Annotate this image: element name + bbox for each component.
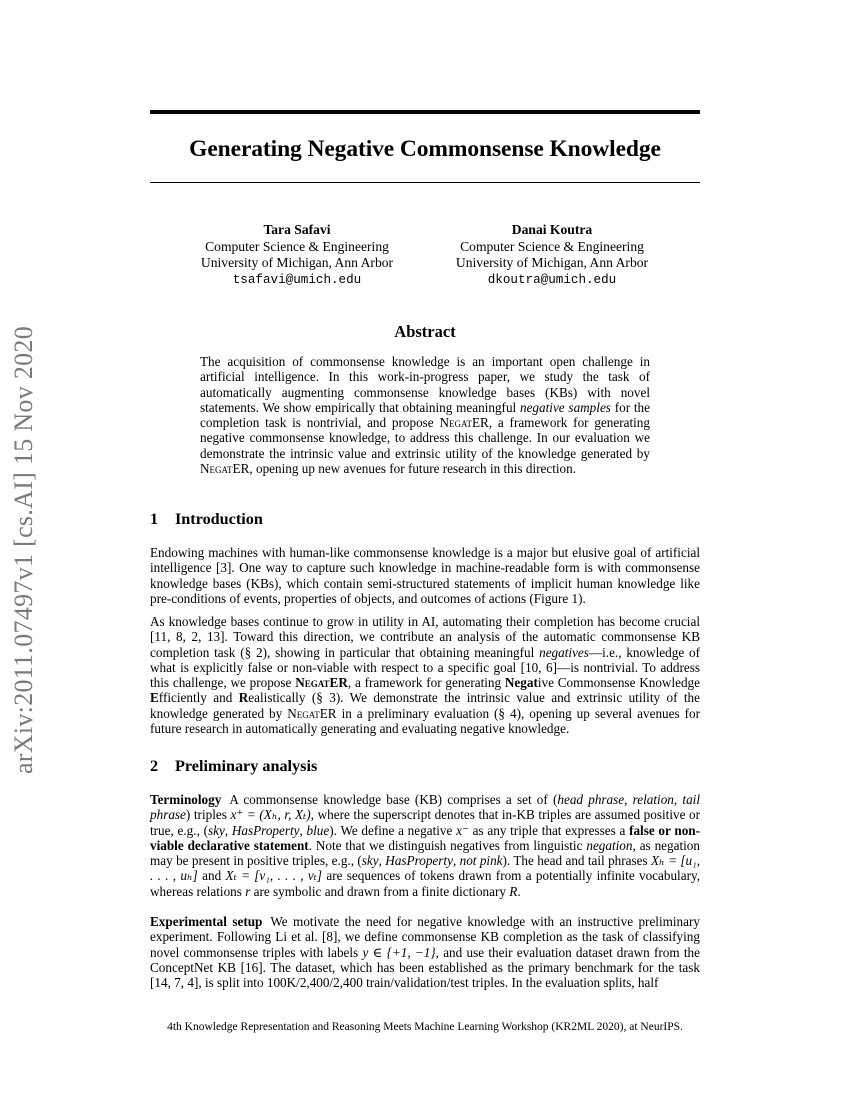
arxiv-id: arXiv:2011.07497v1 [cs.AI] 15 Nov 2020 [9,325,38,775]
paper-title: Generating Negative Commonsense Knowledge [189,136,661,162]
section-title: Preliminary analysis [175,757,318,775]
title-top-rule [150,110,700,114]
section-title: Introduction [175,510,263,528]
author-email[interactable]: tsafavi@umich.edu [232,272,362,287]
author-name: Tara Safavi [263,222,331,237]
author-affiliation: University of Michigan, Ann Arbor [200,255,394,270]
author-dept: Computer Science & Engineering [460,238,644,254]
abstract-heading: Abstract [394,322,456,341]
abstract-text: The acquisition of commonsense knowledge is an important open challenge in artificial intelligence. In this work-in-progress paper, we study the task of automatically augmenting commonsense knowledge bases (KBs) with novel statements. We show empirically that obtaining meaningful negative samples for the completion task is nontrivial, and propose NegatER, a framework for generating negative commonsense knowledge, to address this challenge. In our evaluation we demonstrate the intrinsic value and extrinsic utility of the knowledge generated by NegatER, opening up new avenues for future research in this direction. [200,354,650,477]
intro-paragraph-1: Endowing machines with human-like commonsense knowledge is a major but elusive goal of artificial intelligence [3]. One way to capture such knowledge in machine-readable form is with commonsense knowledge bases (KBs), which contain semi-structured statements of implicit human knowledge like pre-conditions of events, properties of objects, and outcomes of actions (Figure 1). [150,545,700,606]
author-email[interactable]: dkoutra@umich.edu [487,272,617,287]
arxiv-sidebar-stamp [4,300,44,800]
workshop-footnote: 4th Knowledge Representation and Reasoning Meets Machine Learning Workshop (KR2ML 2020), at NeurIPS. [167,1021,683,1033]
author-dept: Computer Science & Engineering [205,238,389,254]
title-bottom-rule [150,182,700,183]
author-affiliation: University of Michigan, Ann Arbor [455,255,649,270]
run-in-heading: Experimental setup [150,914,263,929]
author-name: Danai Koutra [511,222,593,237]
section-heading-preliminary-analysis [150,757,317,776]
author-block [167,222,427,288]
run-in-heading: Terminology [150,792,222,807]
section-heading-introduction [150,510,263,529]
author-block [422,222,682,288]
section-number: 2 [150,757,159,775]
terminology-paragraph: Terminology A commonsense knowledge base (KB) comprises a set of (head phrase, relation, tail phrase) triples x⁺ = (Xₕ, r, Xₜ), where the superscript denotes that in-KB triples are assumed positive or true, e.g., (sky, HasProperty, blue). We define a negative x⁻ as any triple that expresses a false or non-viable declarative statement. Note that we distinguish negatives from linguistic negation, as negation may be present in positive triples, e.g., (sky, HasProperty, not pink). The head and tail phrases Xₕ = [u₁, . . . , uₕ] and Xₜ = [v₁, . . . , vₜ] are sequences of tokens drawn from a potentially infinite vocabulary, whereas relations r are symbolic and drawn from a finite dictionary R. [150,792,701,899]
experimental-setup-paragraph: Experimental setup We motivate the need for negative knowledge with an instructive preliminary experiment. Following Li et al. [8], we define commonsense KB completion as the task of classifying novel commonsense triples with labels y ∈ {+1, −1}, and use their evaluation dataset drawn from the ConceptNet KB [16]. The dataset, which has been established as the primary benchmark for the task [14, 7, 4], is split into 100K/2,400/2,400 train/validation/test triples. In the evaluation splits, half [150,914,700,991]
section-number: 1 [150,510,159,528]
intro-paragraph-2: As knowledge bases continue to grow in utility in AI, automating their completion has become crucial [11, 8, 2, 13]. Toward this direction, we contribute an analysis of the automatic commonsense KB completion task (§ 2), showing in particular that obtaining meaningful negatives—i.e., knowledge of what is explicitly false or non-viable with respect to a specific goal [10, 6]—is nontrivial. To address this challenge, we propose NegatER, a framework for generating Negative Commonsense Knowledge Efficiently and Realistically (§ 3). We demonstrate the intrinsic value and extrinsic utility of the knowledge generated by NegatER in a preliminary evaluation (§ 4), opening up several avenues for future research in automatically generating and evaluating negative knowledge. [150,614,701,737]
